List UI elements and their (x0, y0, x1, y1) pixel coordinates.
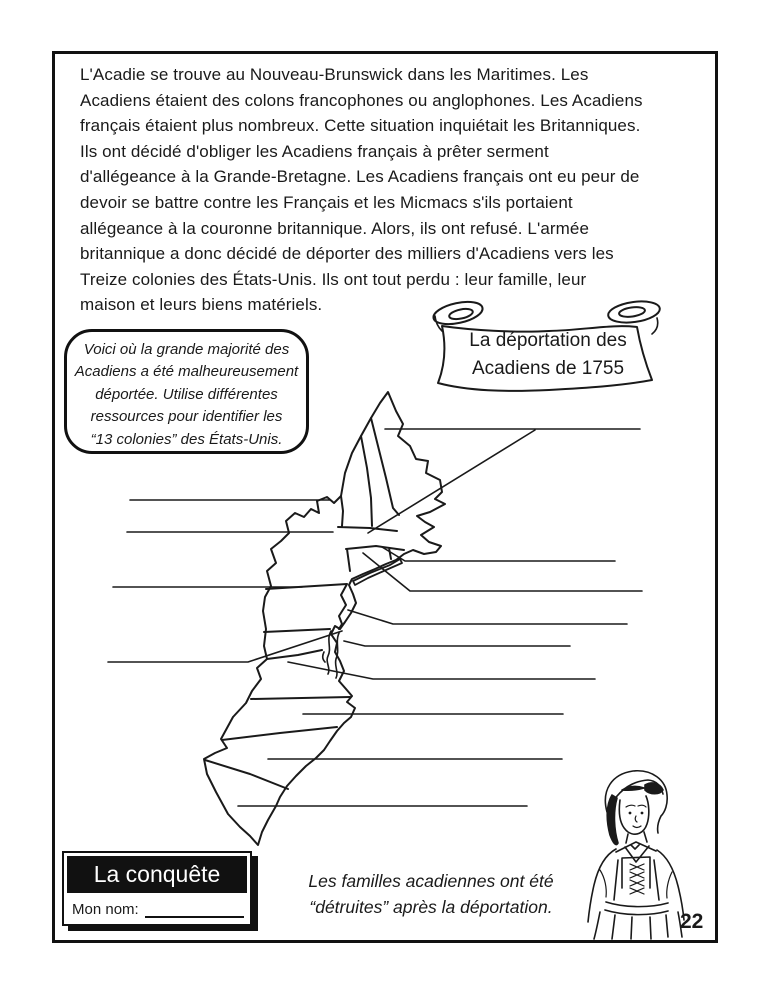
caption-line: Les familles acadiennes ont été (308, 871, 554, 891)
banner-title (452, 327, 644, 383)
intro-line: Ils ont décidé d'obliger les Acadiens français à prêter serment (80, 141, 549, 161)
intro-line: L'Acadie se trouve au Nouveau-Brunswick dans les Maritimes. Les (80, 65, 589, 84)
caption-line: “détruites” après la déportation. (309, 897, 553, 917)
blank-line-right-4 (348, 610, 627, 624)
blank-line-right-5 (344, 641, 570, 646)
woman-bodice (614, 857, 659, 900)
woman-skirt (594, 912, 682, 939)
blank-line-right-3 (363, 553, 642, 591)
name-label: Mon nom: (72, 901, 139, 918)
bubble-line: Acadiens a été malheureusement (74, 363, 299, 381)
woman-eye-right (641, 812, 644, 815)
instruction-bubble (64, 329, 309, 454)
banner-title-line: Acadiens de 1755 (471, 358, 625, 379)
bubble-line: “13 colonies” des États-Unis. (90, 430, 283, 448)
intro-line: d'allégeance à la Grande-Bretagne. Les Acadiens français ont eu peur de (80, 167, 640, 187)
intro-line: allégeance à la couronne britannique. Alors, ils ont refusé. L'armée (80, 218, 590, 238)
intro-line: Treize colonies des États-Unis. Ils ont tout perdu : leur famille, leur (80, 269, 587, 289)
map-coast-outline (204, 392, 445, 845)
intro-line: français étaient plus nombreux. Cette situation inquiétait les Britanniques. (80, 116, 641, 136)
conquest-title-box (62, 851, 252, 926)
woman-eye-left (629, 812, 632, 815)
conquest-title: La conquête (67, 856, 247, 893)
page-number: 22 (680, 910, 704, 933)
bubble-line: Voici où la grande majorité des (83, 341, 290, 358)
name-blank-line (145, 902, 244, 918)
bottom-caption (283, 868, 579, 920)
intro-line: Acadiens étaient des colons francophones ou anglophones. Les Acadiens (80, 90, 643, 110)
woman-arms (588, 849, 684, 922)
banner-title-line: La déportation des (469, 330, 627, 351)
bubble-line: ressources pour identifier les (90, 408, 283, 426)
woman-belt (605, 902, 668, 915)
intro-line: britannique a donc décidé de déporter des milliers d'Acadiens vers les (80, 244, 614, 264)
acadian-woman-illustration (588, 771, 684, 939)
thirteen-colonies-map (204, 392, 445, 845)
woman-bodice-lacing (630, 864, 644, 894)
intro-line: devoir se battre contre les Français et les Micmacs s'ils portaient (80, 192, 573, 212)
intro-line: maison et leurs biens matériels. (80, 295, 323, 315)
intro-paragraph (80, 62, 698, 318)
bubble-line: déportée. Utilise différentes (95, 385, 278, 403)
